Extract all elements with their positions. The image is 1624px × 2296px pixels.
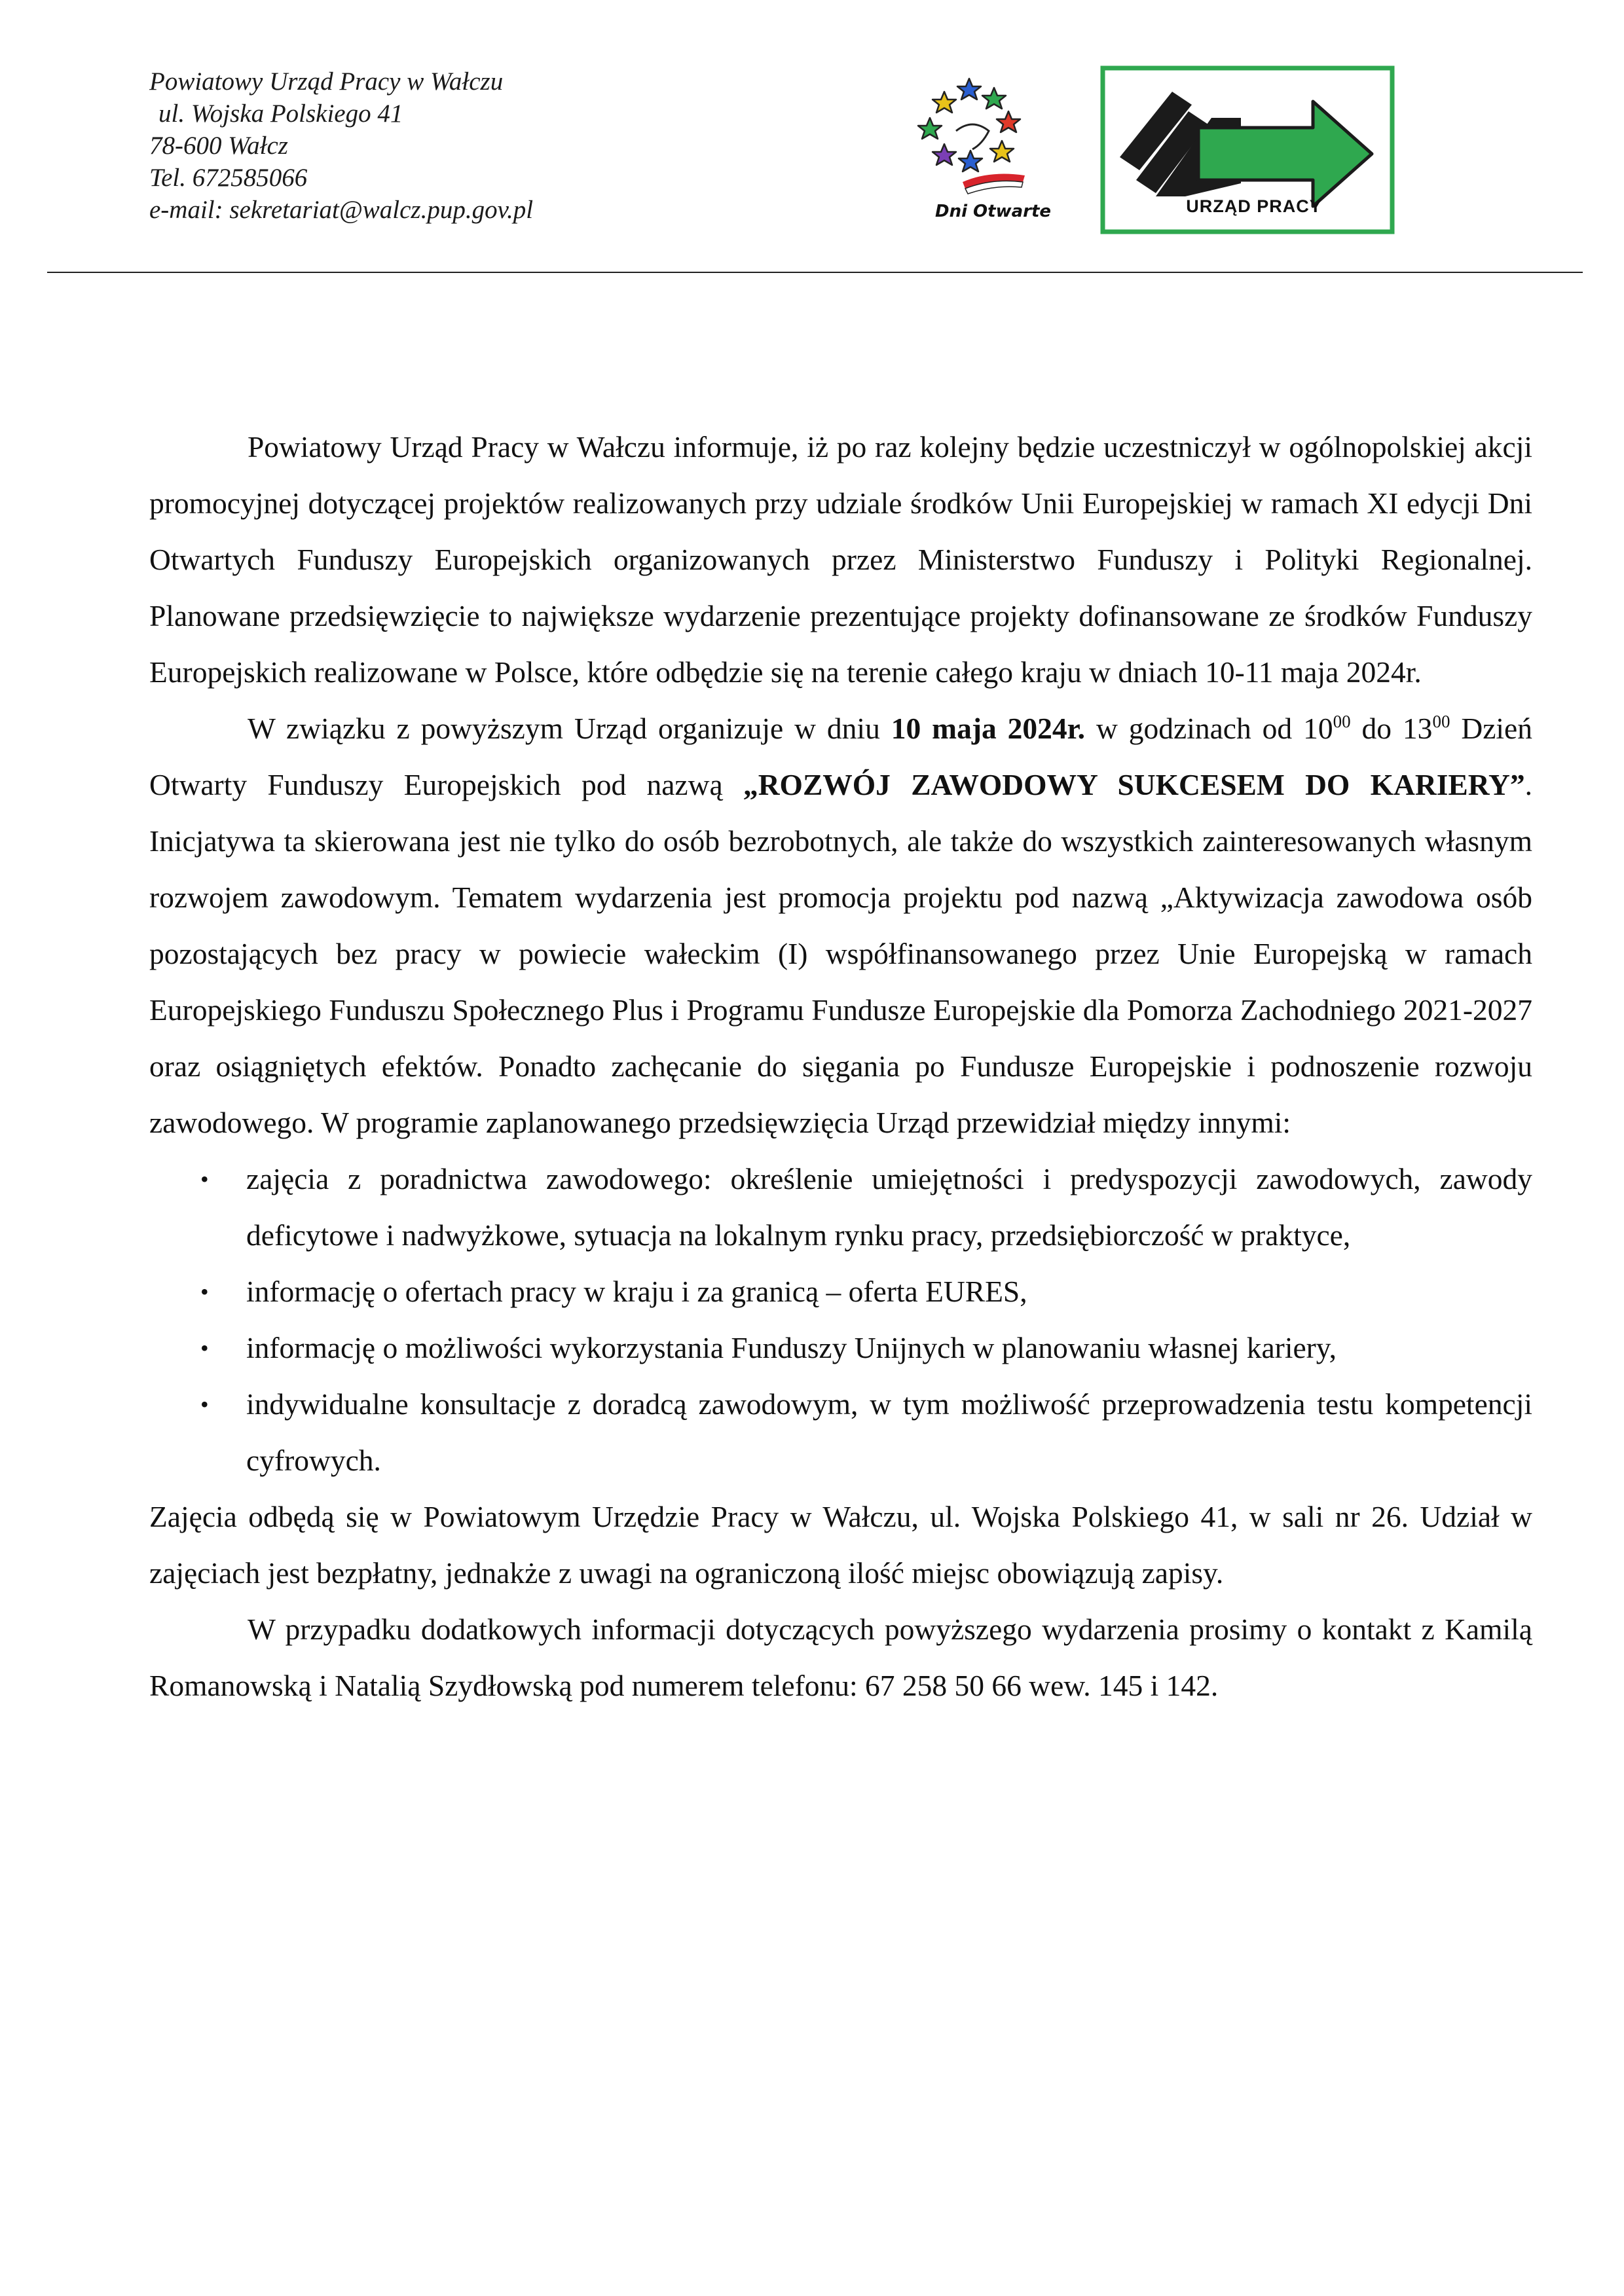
list-item-text: zajęcia z poradnictwa zawodowego: określenie umiejętności i predyspozycji zawodowych, zawody deficytowe i nadwyżkowe, sytuacja na lokalnym rynku pracy, przedsiębiorczość w praktyce, xyxy=(246,1162,1532,1252)
list-item-text: indywidualne konsultacje z doradcą zawodowym, w tym możliwość przeprowadzenia testu kompetencji cyfrowych. xyxy=(246,1387,1532,1477)
sender-name: Powiatowy Urząd Pracy w Wałczu xyxy=(149,67,504,96)
bullet-icon: • xyxy=(200,1279,209,1305)
urzad-pracy-label: URZĄD PRACY xyxy=(1186,196,1322,216)
paragraph-intro: Powiatowy Urząd Pracy w Wałczu informuje, iż po raz kolejny będzie uczestniczył w ogólnopolskiej akcji promocyjnej dotyczącej projektów realizowanych przy udziale środków Unii Europejskiej w ramach XI edycji Dni Otwartych Funduszy Europejskich organizowanych przez Ministerstwo Funduszy i Polityki Regionalnej. Planowane przedsięwzięcie to największe wydarzenie prezentujące projekty dofinansowane ze środków Funduszy Europejskich realizowane w Polsce, które odbędzie się na terenie całego kraju w dniach 10-11 maja 2024r. xyxy=(149,430,1532,689)
event-time-end-minutes: 00 xyxy=(1432,712,1450,731)
event-title: „ROZWÓJ ZAWODOWY SUKCESEM DO KARIERY” xyxy=(743,768,1525,801)
sender-street: ul. Wojska Polskiego 41 xyxy=(158,100,403,128)
header-divider xyxy=(47,272,1583,273)
list-item xyxy=(200,1320,1532,1376)
sender-phone: Tel. 672585066 xyxy=(149,164,308,192)
list-item-text: informację o możliwości wykorzystania Funduszy Unijnych w planowaniu własnej kariery, xyxy=(246,1331,1337,1364)
event-text-a: W związku z powyższym Urząd organizuje w dniu xyxy=(248,712,891,745)
bullet-icon: • xyxy=(200,1335,209,1361)
urzad-pracy-logo xyxy=(1100,65,1395,234)
list-item xyxy=(200,1151,1532,1264)
paragraph-contact: W przypadku dodatkowych informacji dotyczących powyższego wydarzenia prosimy o kontakt z Kamilą Romanowską i Natalią Szydłowską pod numerem telefonu: 67 258 50 66 wew. 145 i 142. xyxy=(149,1613,1532,1702)
event-date: 10 maja 2024r. xyxy=(891,712,1086,745)
list-item xyxy=(200,1376,1532,1489)
letter-body xyxy=(149,419,1532,1714)
dni-otwarte-logo xyxy=(910,72,1052,236)
event-time-start-minutes: 00 xyxy=(1333,712,1351,731)
event-text-c: do 13 xyxy=(1350,712,1433,745)
sender-postcode: 78-600 Wałcz xyxy=(149,132,288,160)
event-text-e: . Inicjatywa ta skierowana jest nie tylko do osób bezrobotnych, ale także do wszystkich zainteresowanych własnym rozwojem zawodowym. Tematem wydarzenia jest promocja projektu pod nazwą „Aktywizacja zawodowa osób pozostających bez pracy w powiecie wałeckim (I) współfinansowanego przez Unie Europejską w ramach Europejskiego Funduszu Społecznego Plus i Programu Fundusze Europejskie dla Pomorza Zachodniego 2021-2027 oraz osiągniętych efektów. Ponadto zachęcanie do sięgania po Fundusze Europejskie i podnoszenie rozwoju zawodowego. W programie zaplanowanego przedsięwzięcia Urząd przewidział między innymi: xyxy=(149,768,1533,1139)
sender-address xyxy=(149,65,647,226)
event-text-b: w godzinach od 10 xyxy=(1085,712,1333,745)
bullet-icon: • xyxy=(200,1391,209,1417)
paragraph-location: Zajęcia odbędą się w Powiatowym Urzędzie Pracy w Wałczu, ul. Wojska Polskiego 41, w sali nr 26. Udział w zajęciach jest bezpłatny, jednakże z uwagi na ograniczoną ilość miejsc obowiązują zapisy. xyxy=(149,1500,1532,1590)
sender-email: e-mail: sekretariat@walcz.pup.gov.pl xyxy=(149,196,534,224)
stars-figure-icon xyxy=(910,72,1048,203)
list-item-text: informację o ofertach pracy w kraju i za granicą – oferta EURES, xyxy=(246,1275,1027,1308)
list-item xyxy=(200,1264,1532,1320)
dni-otwarte-label: Dni Otwarte xyxy=(935,202,1052,221)
program-list xyxy=(149,1151,1532,1489)
paragraph-event xyxy=(149,701,1532,1151)
event-text-d: Dzień Otwarty Funduszy Europejskich pod nazwą xyxy=(149,712,1533,801)
bullet-icon: • xyxy=(200,1166,209,1192)
